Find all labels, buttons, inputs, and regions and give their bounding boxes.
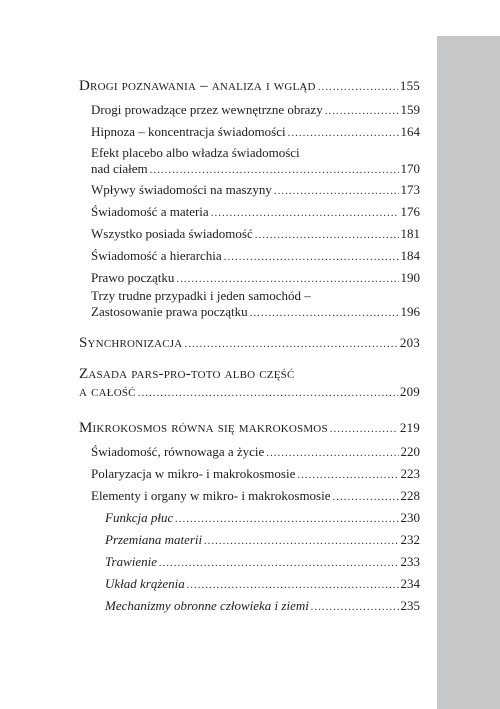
toc-title: Trawienie bbox=[105, 554, 158, 569]
toc-title-line1: Zasada pars-pro-toto albo część bbox=[79, 366, 295, 382]
leader-dots bbox=[176, 273, 398, 285]
toc-page: 234 bbox=[400, 576, 420, 591]
toc-entry-s1d[interactable] bbox=[91, 182, 420, 198]
leader-dots bbox=[211, 207, 399, 219]
toc-page: 219 bbox=[399, 420, 420, 435]
toc-entry-s1[interactable] bbox=[79, 78, 420, 95]
toc-title: Synchronizacja bbox=[79, 335, 183, 351]
toc-title-line1: Efekt placebo albo władza świadomości bbox=[91, 145, 300, 160]
toc-page: 164 bbox=[400, 124, 420, 139]
toc-title: Zastosowanie prawa początku bbox=[91, 304, 248, 319]
toc-entry-s2[interactable] bbox=[79, 335, 420, 352]
toc-title: Polaryzacja w mikro- i makrokosmosie bbox=[91, 466, 296, 481]
leader-dots bbox=[266, 447, 398, 459]
leader-dots bbox=[187, 579, 399, 591]
leader-dots bbox=[224, 251, 399, 263]
toc-entry-s4b[interactable] bbox=[91, 466, 420, 482]
toc-page: 220 bbox=[400, 444, 420, 459]
toc-title: Funkcja płuc bbox=[105, 510, 174, 525]
toc-title: Prawo początku bbox=[91, 270, 175, 285]
toc-title: Układ krążenia bbox=[105, 576, 185, 591]
toc-title: Świadomość, równowaga a życie bbox=[91, 444, 265, 459]
toc-title: Mikrokosmos równa się makrokosmos bbox=[79, 420, 328, 436]
toc-page: 190 bbox=[400, 270, 420, 285]
leader-dots bbox=[330, 423, 398, 435]
toc-entry-s1g[interactable] bbox=[91, 248, 420, 264]
toc-title: a całość bbox=[79, 384, 136, 400]
leader-dots bbox=[288, 127, 399, 139]
toc-page: 173 bbox=[400, 182, 420, 197]
toc-page: 159 bbox=[400, 102, 420, 117]
toc-page: 170 bbox=[400, 161, 420, 176]
toc-page: 196 bbox=[400, 304, 420, 319]
leader-dots bbox=[204, 535, 398, 547]
toc-page: 209 bbox=[399, 384, 420, 399]
leader-dots bbox=[150, 164, 399, 176]
side-tab-bar bbox=[437, 0, 500, 709]
toc-page: 176 bbox=[400, 204, 420, 219]
leader-dots bbox=[297, 469, 398, 481]
toc-title: Świadomość a materia bbox=[91, 204, 209, 219]
leader-dots bbox=[184, 338, 397, 350]
toc-title-line1: Trzy trudne przypadki i jeden samochód – bbox=[91, 288, 311, 303]
leader-dots bbox=[138, 387, 398, 399]
toc-page: 223 bbox=[400, 466, 420, 481]
toc-page: 181 bbox=[400, 226, 420, 241]
toc-entry-s4[interactable] bbox=[79, 420, 420, 437]
toc-page: 230 bbox=[400, 510, 420, 525]
toc-entry-s1c[interactable] bbox=[91, 161, 420, 177]
toc-title: Wpływy świadomości na maszyny bbox=[91, 182, 272, 197]
toc-page: 203 bbox=[399, 335, 420, 350]
toc-title: Świadomość a hierarchia bbox=[91, 248, 222, 263]
toc-entry-s4c5[interactable] bbox=[105, 598, 420, 614]
leader-dots bbox=[318, 81, 398, 93]
leader-dots bbox=[175, 513, 398, 525]
toc-page: 233 bbox=[400, 554, 420, 569]
leader-dots bbox=[333, 491, 399, 503]
toc-page: 184 bbox=[400, 248, 420, 263]
side-tab-notch bbox=[437, 0, 500, 36]
toc-entry-s1f[interactable] bbox=[91, 226, 420, 242]
toc-entry-s4c1[interactable] bbox=[105, 510, 420, 526]
toc-entry-s4a[interactable] bbox=[91, 444, 420, 460]
toc-page: 235 bbox=[400, 598, 420, 613]
toc-entry-s4c3[interactable] bbox=[105, 554, 420, 570]
toc-entry-s4c[interactable] bbox=[91, 488, 420, 504]
toc-title: Elementy i organy w mikro- i makrokosmosie bbox=[91, 488, 331, 503]
toc-entry-s4c4[interactable] bbox=[105, 576, 420, 592]
toc-page: 232 bbox=[400, 532, 420, 547]
leader-dots bbox=[159, 557, 398, 569]
toc-entry-s1h[interactable] bbox=[91, 270, 420, 286]
toc-entry-s1i[interactable] bbox=[91, 304, 420, 320]
toc-title: Drogi prowadzące przez wewnętrzne obrazy bbox=[91, 102, 323, 117]
toc-entry-s4c2[interactable] bbox=[105, 532, 420, 548]
toc-entry-s1b[interactable] bbox=[91, 124, 420, 140]
toc-entry-s1a[interactable] bbox=[91, 102, 420, 118]
toc-entry-s3[interactable] bbox=[79, 384, 420, 401]
toc-title: Mechanizmy obronne człowieka i ziemi bbox=[105, 598, 309, 613]
toc-title: Drogi poznawania – analiza i wgląd bbox=[79, 78, 316, 94]
toc-entry-s1e[interactable] bbox=[91, 204, 420, 220]
leader-dots bbox=[250, 307, 399, 319]
toc-title: Wszystko posiada świadomość bbox=[91, 226, 253, 241]
toc-page: 155 bbox=[399, 78, 420, 93]
leader-dots bbox=[274, 185, 399, 197]
toc-title: Hipnoza – koncentracja świadomości bbox=[91, 124, 286, 139]
toc-title: nad ciałem bbox=[91, 161, 148, 176]
leader-dots bbox=[255, 229, 399, 241]
toc-page: 228 bbox=[400, 488, 420, 503]
leader-dots bbox=[311, 601, 399, 613]
leader-dots bbox=[325, 105, 399, 117]
toc-title: Przemiana materii bbox=[105, 532, 203, 547]
